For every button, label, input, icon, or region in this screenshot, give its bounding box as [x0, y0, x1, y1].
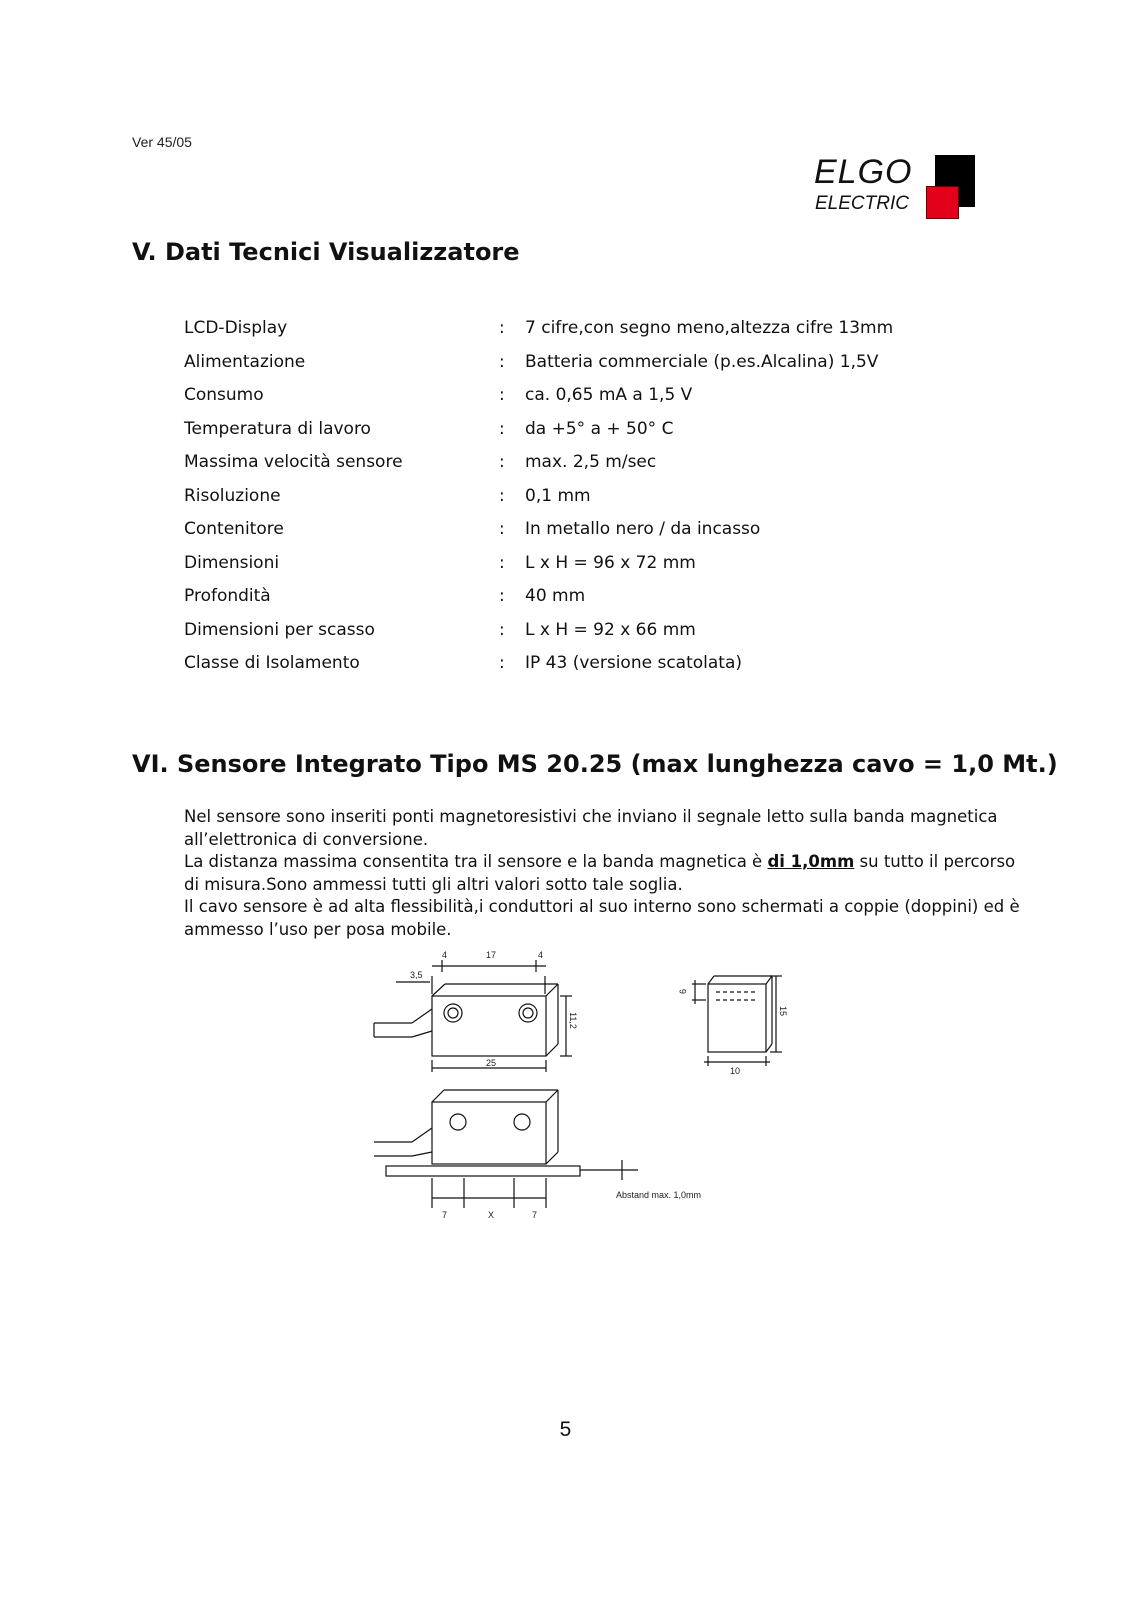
spec-value: In metallo nero / da incasso	[525, 519, 761, 539]
spec-row	[184, 584, 924, 618]
paragraph: Nel sensore sono inseriti ponti magnetoresistivi che inviano il segnale letto sulla banda magnetica all’elettronica di conversione.	[184, 807, 998, 849]
spec-row	[184, 316, 924, 350]
dim-label: 25	[486, 1058, 497, 1068]
logo-red-square	[926, 186, 959, 219]
elgo-logo	[814, 154, 990, 220]
paragraph-text: La distanza massima consentita tra il sensore e la banda magnetica è	[184, 852, 768, 871]
page-number: 5	[559, 1418, 572, 1441]
spec-separator: :	[499, 619, 505, 640]
spec-separator: :	[499, 586, 505, 606]
logo-text-electric: ELECTRIC	[815, 193, 909, 214]
spec-separator: :	[499, 485, 505, 506]
spec-row	[184, 651, 924, 685]
spec-value: 0,1 mm	[525, 485, 591, 506]
paragraph: Il cavo sensore è ad alta flessibilità,i conduttori al suo interno sono schermati a coppie (doppini) ed è ammesso l’uso per posa mobile.	[184, 897, 1020, 939]
dim-label: 3,5	[410, 970, 423, 980]
spec-value: da +5° a + 50° C	[525, 418, 674, 439]
spec-separator: :	[499, 452, 505, 472]
spec-row	[184, 551, 924, 585]
dim-label: 10	[730, 1066, 741, 1076]
logo-text-elgo: ELGO	[814, 153, 913, 191]
spec-row	[184, 517, 924, 551]
spec-value: Batteria commerciale (p.es.Alcalina) 1,5V	[525, 351, 879, 372]
sensor-side-view	[708, 984, 766, 1052]
section-5-title: V. Dati Tecnici Visualizzatore	[132, 238, 520, 266]
spec-label: Temperatura di lavoro	[184, 418, 371, 439]
spec-separator: :	[499, 418, 505, 439]
spec-value: 7 cifre,con segno meno,altezza cifre 13mm	[525, 318, 894, 338]
spec-row	[184, 383, 924, 417]
sensor-body-mounted	[432, 1102, 546, 1164]
spec-separator: :	[499, 552, 505, 573]
dim-label: 7	[532, 1210, 538, 1220]
paragraph	[184, 851, 1034, 896]
spec-value: max. 2,5 m/sec	[525, 452, 657, 472]
spec-value: L x H = 92 x 66 mm	[525, 619, 696, 640]
spec-value: 40 mm	[525, 586, 586, 606]
mounting-hole	[519, 1004, 537, 1022]
spec-label: Classe di Isolamento	[184, 653, 360, 673]
sensor-description	[184, 806, 1034, 941]
spec-row	[184, 618, 924, 652]
spec-separator: :	[499, 519, 505, 539]
dim-label: 4	[538, 950, 544, 960]
dim-label: 15	[778, 1006, 788, 1017]
dim-label: 6	[678, 988, 688, 994]
spec-label: Contenitore	[184, 519, 284, 539]
spec-separator: :	[499, 318, 505, 338]
spec-label: Alimentazione	[184, 351, 306, 372]
spec-value: IP 43 (versione scatolata)	[525, 653, 743, 673]
dim-label: 11,2	[568, 1012, 578, 1029]
section-6-title: VI. Sensore Integrato Tipo MS 20.25 (max lunghezza cavo = 1,0 Mt.)	[132, 750, 1058, 778]
spec-label: Risoluzione	[184, 485, 281, 506]
spec-label: Consumo	[184, 385, 264, 405]
spec-separator: :	[499, 653, 505, 673]
spec-table	[184, 316, 924, 685]
sensor-technical-drawing	[370, 950, 810, 1238]
spec-value: L x H = 96 x 72 mm	[525, 552, 696, 573]
spec-label: Dimensioni per scasso	[184, 619, 375, 640]
spec-separator: :	[499, 385, 505, 405]
max-distance-emphasis: di 1,0mm	[767, 852, 855, 871]
spec-value: ca. 0,65 mA a 1,5 V	[525, 385, 693, 405]
dim-label: 4	[442, 950, 448, 960]
spec-label: Massima velocità sensore	[184, 452, 403, 472]
distance-note: Abstand max. 1,0mm	[616, 1190, 702, 1200]
dim-label: 7	[442, 1210, 448, 1220]
spec-row	[184, 417, 924, 451]
dim-label: X	[488, 1210, 495, 1220]
mounting-hole	[444, 1004, 462, 1022]
magnetic-band	[386, 1166, 580, 1176]
spec-row	[184, 350, 924, 384]
spec-label: Dimensioni	[184, 552, 280, 573]
spec-label: LCD-Display	[184, 318, 288, 338]
spec-separator: :	[499, 351, 505, 372]
version-label: Ver 45/05	[132, 134, 192, 150]
spec-label: Profondità	[184, 586, 271, 606]
dim-label: 17	[486, 950, 497, 960]
paragraph-text: su tutto il percorso di misura.Sono ammessi tutti gli altri valori sotto tale soglia.	[184, 852, 1016, 894]
spec-row	[184, 450, 924, 484]
spec-row	[184, 484, 924, 518]
